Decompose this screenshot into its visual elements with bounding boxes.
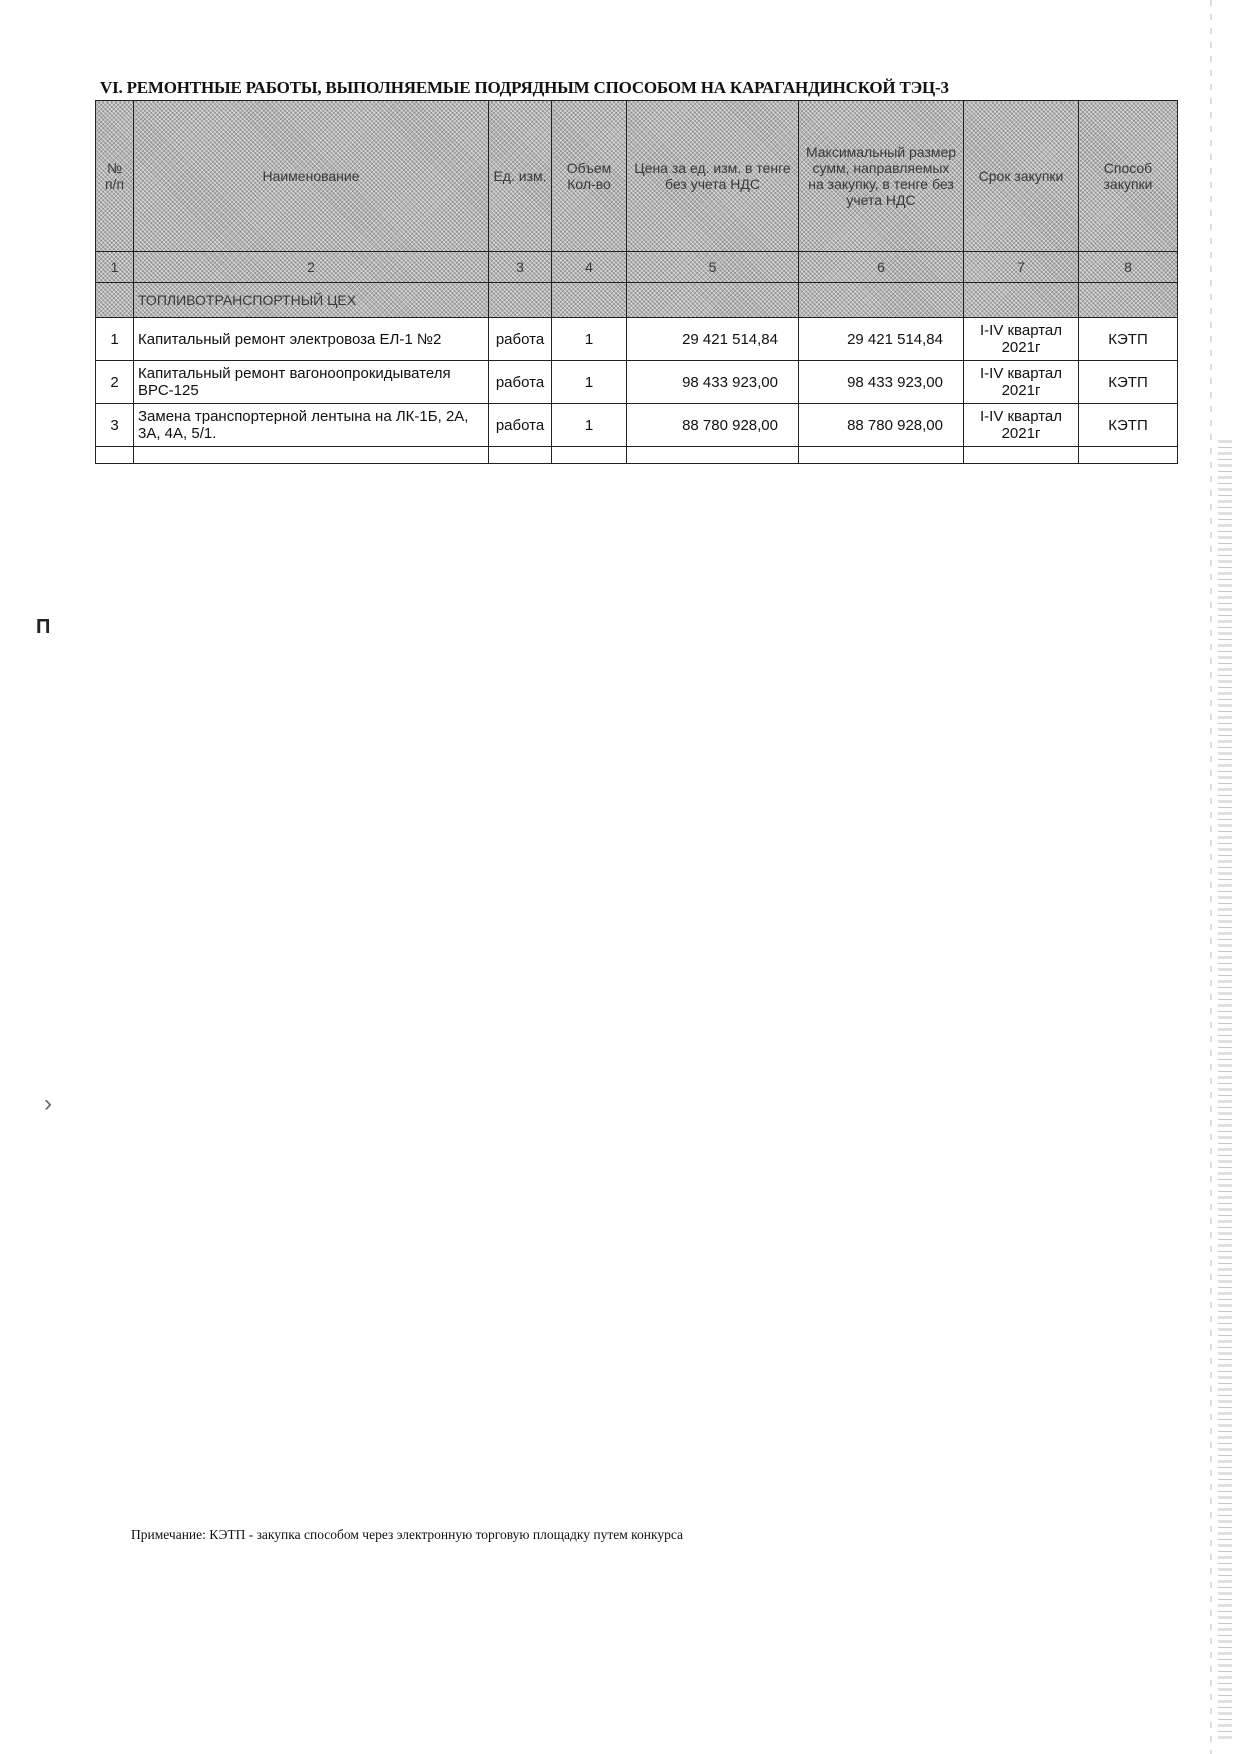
row-price: 98 433 923,00 bbox=[627, 361, 799, 404]
header-method: Способ закупки bbox=[1079, 101, 1178, 252]
header-row bbox=[96, 101, 1178, 252]
row-num: 2 bbox=[96, 361, 134, 404]
row-qty: 1 bbox=[552, 361, 627, 404]
column-number: 7 bbox=[964, 252, 1079, 283]
header-price: Цена за ед. изм. в тенге без учета НДС bbox=[627, 101, 799, 252]
row-unit: работа bbox=[489, 318, 552, 361]
empty-row bbox=[96, 447, 1178, 464]
row-method: КЭТП bbox=[1079, 361, 1178, 404]
header-num: № п/п bbox=[96, 101, 134, 252]
document-title: VI. РЕМОНТНЫЕ РАБОТЫ, ВЫПОЛНЯЕМЫЕ ПОДРЯДНЫМ СПОСОБОМ НА КАРАГАНДИНСКОЙ ТЭЦ-3 bbox=[100, 78, 949, 97]
row-price: 88 780 928,00 bbox=[627, 404, 799, 447]
section-row bbox=[96, 283, 1178, 318]
procurement-table bbox=[95, 100, 1178, 464]
row-num: 1 bbox=[96, 318, 134, 361]
scan-edge-artifact bbox=[1218, 440, 1232, 1740]
table-row bbox=[96, 404, 1178, 447]
header-qty: Объем Кол-во bbox=[552, 101, 627, 252]
header-name: Наименование bbox=[134, 101, 489, 252]
column-number: 3 bbox=[489, 252, 552, 283]
row-term: I-IV квартал 2021г bbox=[964, 318, 1079, 361]
header-total: Максимальный размер сумм, направляемых на закупку, в тенге без учета НДС bbox=[799, 101, 964, 252]
column-number-row bbox=[96, 252, 1178, 283]
section-title: ТОПЛИВОТРАНСПОРТНЫЙ ЦЕХ bbox=[134, 283, 489, 318]
table-row bbox=[96, 318, 1178, 361]
margin-mark: П bbox=[36, 616, 51, 638]
header-unit: Ед. изм. bbox=[489, 101, 552, 252]
row-total: 98 433 923,00 bbox=[799, 361, 964, 404]
row-price: 29 421 514,84 bbox=[627, 318, 799, 361]
scan-edge-line bbox=[1210, 0, 1212, 1754]
footnote: Примечание: КЭТП - закупка способом через электронную торговую площадку путем конкурса bbox=[131, 1527, 683, 1542]
row-qty: 1 bbox=[552, 318, 627, 361]
column-number: 5 bbox=[627, 252, 799, 283]
column-number: 2 bbox=[134, 252, 489, 283]
row-name: Капитальный ремонт электровоза ЕЛ-1 №2 bbox=[134, 318, 489, 361]
row-unit: работа bbox=[489, 404, 552, 447]
row-name: Замена транспортерной лентына на ЛК-1Б, 2А, 3А, 4А, 5/1. bbox=[134, 404, 489, 447]
row-qty: 1 bbox=[552, 404, 627, 447]
column-number: 8 bbox=[1079, 252, 1178, 283]
row-total: 29 421 514,84 bbox=[799, 318, 964, 361]
table-row bbox=[96, 361, 1178, 404]
row-total: 88 780 928,00 bbox=[799, 404, 964, 447]
row-term: I-IV квартал 2021г bbox=[964, 404, 1079, 447]
row-term: I-IV квартал 2021г bbox=[964, 361, 1079, 404]
column-number: 4 bbox=[552, 252, 627, 283]
column-number: 1 bbox=[96, 252, 134, 283]
margin-arrow-icon: › bbox=[44, 1090, 52, 1117]
header-term: Срок закупки bbox=[964, 101, 1079, 252]
row-method: КЭТП bbox=[1079, 318, 1178, 361]
row-name: Капитальный ремонт вагоноопрокидывателя ВРС-125 bbox=[134, 361, 489, 404]
column-number: 6 bbox=[799, 252, 964, 283]
row-method: КЭТП bbox=[1079, 404, 1178, 447]
row-num: 3 bbox=[96, 404, 134, 447]
row-unit: работа bbox=[489, 361, 552, 404]
